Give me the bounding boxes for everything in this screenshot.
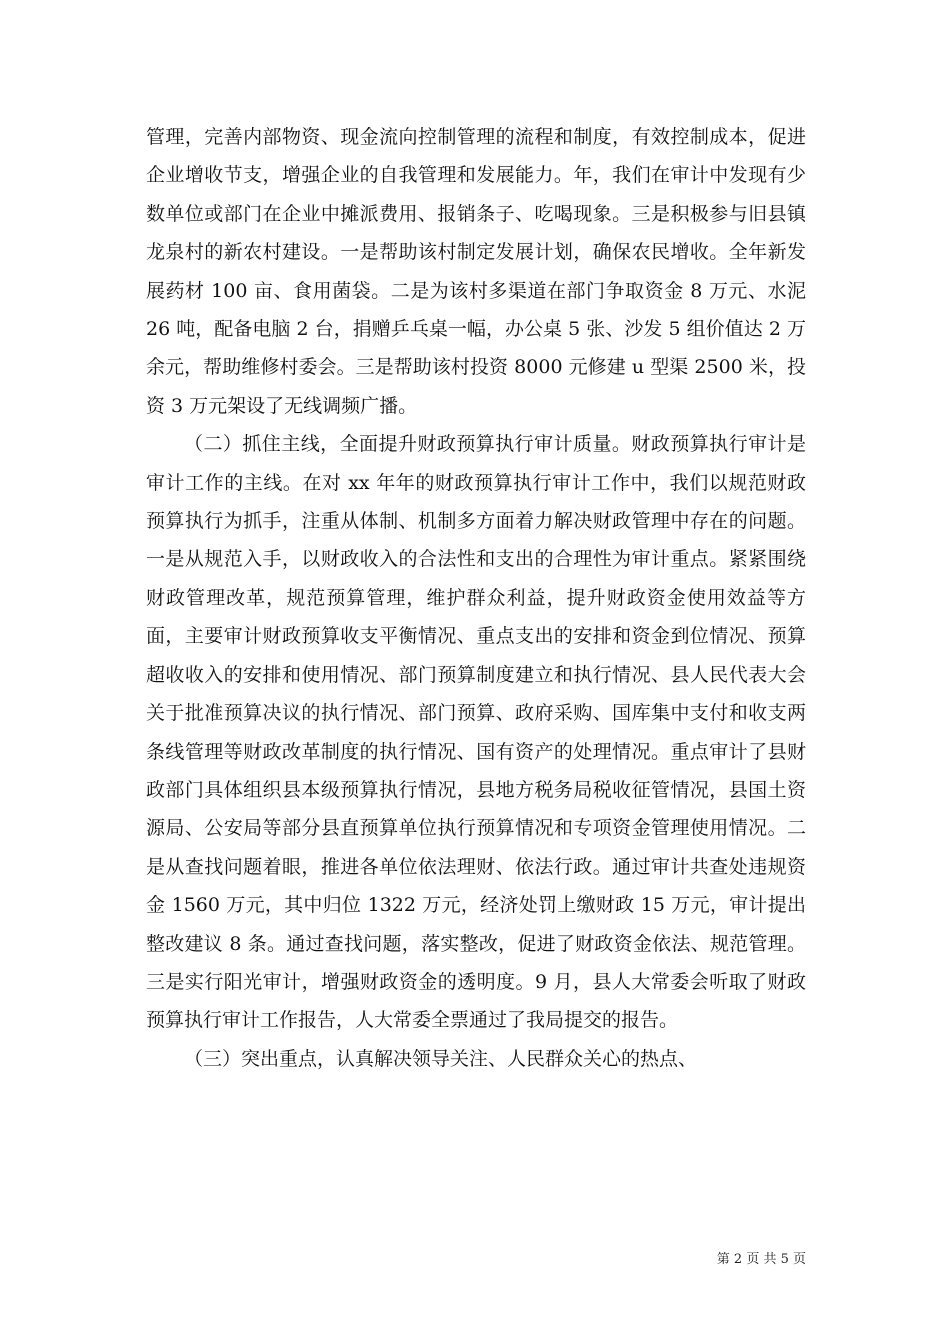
page-number: 第 2 页 共 5 页 [716,1252,806,1267]
paragraph-continued: 管理，完善内部物资、现金流向控制管理的流程和制度，有效控制成本，促进企业增收节支，增强企业的自我管理和发展能力。年，我们在审计中发现有少数单位或部门在企业中摊派费用、报销条子、吃喝现象。三是积极参与旧县镇龙泉村的新农村建设。一是帮助该村制定发展计划，确保农民增收。全年新发展药材 100 亩、食用菌袋。二是为该村多渠道在部门争取资金 8 万元、水泥 26 吨，配备电脑 2 台，捐赠乒乓桌一幅，办公桌 5 张、沙发 5 组价值达 2 万余元，帮助维修村委会。三是帮助该村投资 8000 元修建 u 型渠 2500 米，投资 3 万元架设了无线调频广播。 [146,126,806,417]
paragraph-section-2: （二）抓住主线，全面提升财政预算执行审计质量。财政预算执行审计是审计工作的主线。在对 xx 年年的财政预算执行审计工作中，我们以规范财政预算执行为抓手，注重从体制、机制多方面着力解决财政管理中存在的问题。一是从规范入手，以财政收入的合法性和支出的合理性为审计重点。紧紧围绕财政管理改革，规范预算管理，维护群众利益，提升财政资金使用效益等方面，主要审计财政预算收支平衡情况、重点支出的安排和资金到位情况、预算超收收入的安排和使用情况、部门预算制度建立和执行情况、县人民代表大会关于批准预算决议的执行情况、部门预算、政府采购、国库集中支付和收支两条线管理等财政改革制度的执行情况、国有资产的处理情况。重点审计了县财政部门具体组织县本级预算执行情况，县地方税务局税收征管情况，县国土资源局、公安局等部分县直预算单位执行预算情况和专项资金管理使用情况。二是从查找问题着眼，推进各单位依法理财、依法行政。通过审计共查处违规资金 1560 万元，其中归位 1322 万元，经济处罚上缴财政 15 万元，审计提出整改建议 8 条。通过查找问题，落实整改，促进了财政资金依法、规范管理。三是实行阳光审计，增强财政资金的透明度。9 月，县人大常委会听取了财政预算执行审计工作报告，人大常委全票通过了我局提交的报告。 [146,433,806,1032]
document-body [146,118,806,1078]
paragraph-section-3: （三）突出重点，认真解决领导关注、人民群众关心的热点、 [184,1047,698,1070]
